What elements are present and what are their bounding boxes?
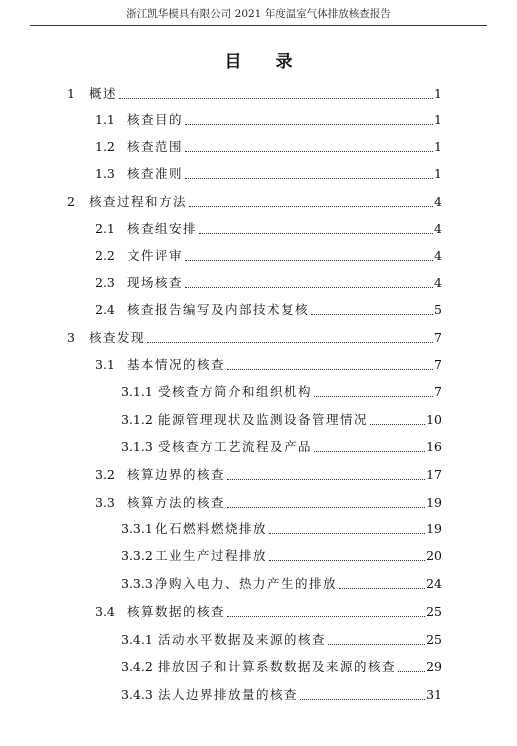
toc-entry[interactable] — [67, 192, 442, 210]
toc-entry-number: 1.2 — [95, 139, 115, 154]
toc-entry-number: 3.4 — [95, 604, 115, 619]
toc-entry-label: 受核查方工艺流程及产品 — [158, 439, 313, 454]
toc-entry-label: 核算边界的核查 — [127, 467, 226, 482]
toc-entry-label: 核查过程和方法 — [89, 194, 188, 209]
toc-entry-number: 3.1.2 — [121, 412, 153, 427]
toc-entry-number: 3.4.3 — [121, 687, 153, 702]
toc-entry-label: 现场核查 — [127, 275, 184, 290]
toc-entry-label: 工业生产过程排放 — [155, 548, 268, 563]
toc-entry-label: 核查准则 — [127, 166, 184, 181]
toc-entry-label: 核查组安排 — [127, 221, 198, 236]
toc-entry-label: 核查发现 — [89, 330, 146, 345]
toc-entry-page: 17 — [426, 467, 442, 482]
toc-entry-number: 3.1.3 — [121, 439, 153, 454]
toc-entry-page: 1 — [434, 166, 442, 181]
toc-entry-number: 3.3.1 — [121, 521, 153, 536]
toc-entry-label: 化石燃料燃烧排放 — [155, 521, 268, 536]
toc-entry[interactable] — [121, 410, 442, 428]
toc-entry-label: 基本情况的核查 — [127, 357, 226, 372]
toc-leader-dots — [300, 698, 425, 700]
toc-entry[interactable] — [95, 602, 442, 620]
toc-entry[interactable] — [95, 300, 442, 318]
toc-entry-page: 1 — [434, 112, 442, 127]
toc-entry[interactable] — [95, 355, 442, 373]
toc-entry-page: 19 — [426, 521, 442, 536]
toc-entry[interactable] — [121, 546, 442, 564]
toc-entry-label: 排放因子和计算系数数据及来源的核查 — [158, 659, 397, 674]
toc-entry-label: 核查目的 — [127, 112, 184, 127]
toc-entry-page: 4 — [434, 248, 442, 263]
toc-leader-dots — [227, 478, 425, 480]
toc-entry[interactable] — [121, 574, 442, 592]
toc-entry-number: 3.1 — [95, 357, 115, 372]
toc-leader-dots — [339, 587, 425, 589]
toc-entry-number: 2.2 — [95, 248, 115, 263]
toc-entry[interactable] — [95, 493, 442, 511]
toc-entry-page: 20 — [426, 548, 442, 563]
toc-entry[interactable] — [95, 164, 442, 182]
toc-entry[interactable] — [95, 465, 442, 483]
toc-entry-label: 活动水平数据及来源的核查 — [158, 632, 327, 647]
toc-leader-dots — [227, 506, 425, 508]
toc-leader-dots — [311, 313, 433, 315]
toc-entry-label: 核查报告编写及内部技术复核 — [127, 302, 310, 317]
toc-entry-page: 7 — [434, 357, 442, 372]
toc-entry-number: 3.3.3 — [121, 576, 153, 591]
toc-leader-dots — [227, 615, 425, 617]
toc-leader-dots — [314, 450, 425, 452]
toc-leader-dots — [269, 559, 425, 561]
toc-leader-dots — [185, 150, 433, 152]
toc-entry[interactable] — [121, 630, 442, 648]
toc-entry-label: 核算方法的核查 — [127, 495, 226, 510]
toc-entry[interactable] — [121, 382, 442, 400]
toc-entry-label: 受核查方简介和组织机构 — [158, 384, 313, 399]
toc-entry-number: 3.4.1 — [121, 632, 153, 647]
toc-entry-page: 29 — [426, 659, 442, 674]
toc-entry-number: 3.3 — [95, 495, 115, 510]
toc-entry[interactable] — [121, 657, 442, 675]
toc-entry-number: 2.4 — [95, 302, 115, 317]
toc-leader-dots — [185, 123, 433, 125]
toc-entry-number: 2 — [67, 194, 75, 209]
toc-entry-number: 1.3 — [95, 166, 115, 181]
toc-entry-number: 1.1 — [95, 112, 115, 127]
page-title: 目 录 — [224, 52, 307, 72]
toc-leader-dots — [185, 286, 433, 288]
toc-entry[interactable] — [67, 328, 442, 346]
toc-entry-page: 7 — [434, 330, 442, 345]
toc-entry-page: 24 — [426, 576, 442, 591]
toc-entry-page: 10 — [426, 412, 442, 427]
toc-leader-dots — [314, 395, 433, 397]
toc-entry-label: 概述 — [89, 86, 118, 101]
toc-entry-page: 16 — [426, 439, 442, 454]
toc-entry-label: 文件评审 — [127, 248, 184, 263]
toc-leader-dots — [189, 205, 433, 207]
toc-entry-page: 4 — [434, 194, 442, 209]
toc-entry[interactable] — [121, 437, 442, 455]
toc-entry[interactable] — [95, 246, 442, 264]
toc-leader-dots — [269, 532, 425, 534]
toc-entry-label: 法人边界排放量的核查 — [158, 687, 299, 702]
toc-entry[interactable] — [121, 519, 442, 537]
toc-leader-dots — [227, 368, 433, 370]
toc-leader-dots — [185, 177, 433, 179]
toc-leader-dots — [328, 643, 425, 645]
running-header: 浙江凯华模具有限公司 2021 年度温室气体排放核查报告 — [30, 6, 487, 26]
toc-entry-number: 3.2 — [95, 467, 115, 482]
toc-entry-page: 25 — [426, 604, 442, 619]
toc-leader-dots — [147, 341, 433, 343]
toc-entry-label: 能源管理现状及监测设备管理情况 — [158, 412, 369, 427]
toc-entry-number: 1 — [67, 86, 75, 101]
toc-entry-number: 3 — [67, 330, 75, 345]
toc-entry-page: 4 — [434, 221, 442, 236]
toc-entry-label: 核算数据的核查 — [127, 604, 226, 619]
toc-entry-page: 7 — [434, 384, 442, 399]
toc-entry-number: 3.1.1 — [121, 384, 153, 399]
toc-entry-page: 31 — [426, 687, 442, 702]
toc-entry[interactable] — [95, 273, 442, 291]
toc-leader-dots — [398, 670, 425, 672]
toc-entry-page: 1 — [434, 139, 442, 154]
toc-entry-label: 核查范围 — [127, 139, 184, 154]
toc-entry[interactable] — [95, 110, 442, 128]
toc-entry-number: 3.4.2 — [121, 659, 153, 674]
toc-entry-number: 2.1 — [95, 221, 115, 236]
toc-entry-page: 1 — [434, 86, 442, 101]
toc-leader-dots — [199, 232, 433, 234]
toc-entry-page: 25 — [426, 632, 442, 647]
toc-leader-dots — [119, 97, 433, 99]
toc-entry-label: 净购入电力、热力产生的排放 — [155, 576, 338, 591]
toc-entry[interactable] — [95, 219, 442, 237]
toc-entry[interactable] — [121, 685, 442, 703]
toc-entry[interactable] — [95, 137, 442, 155]
toc-entry-number: 3.3.2 — [121, 548, 153, 563]
toc-entry[interactable] — [67, 84, 442, 102]
toc-entry-page: 4 — [434, 275, 442, 290]
toc-entry-page: 19 — [426, 495, 442, 510]
toc-entry-number: 2.3 — [95, 275, 115, 290]
toc-leader-dots — [370, 423, 425, 425]
toc-entry-page: 5 — [434, 302, 442, 317]
toc-leader-dots — [185, 259, 433, 261]
